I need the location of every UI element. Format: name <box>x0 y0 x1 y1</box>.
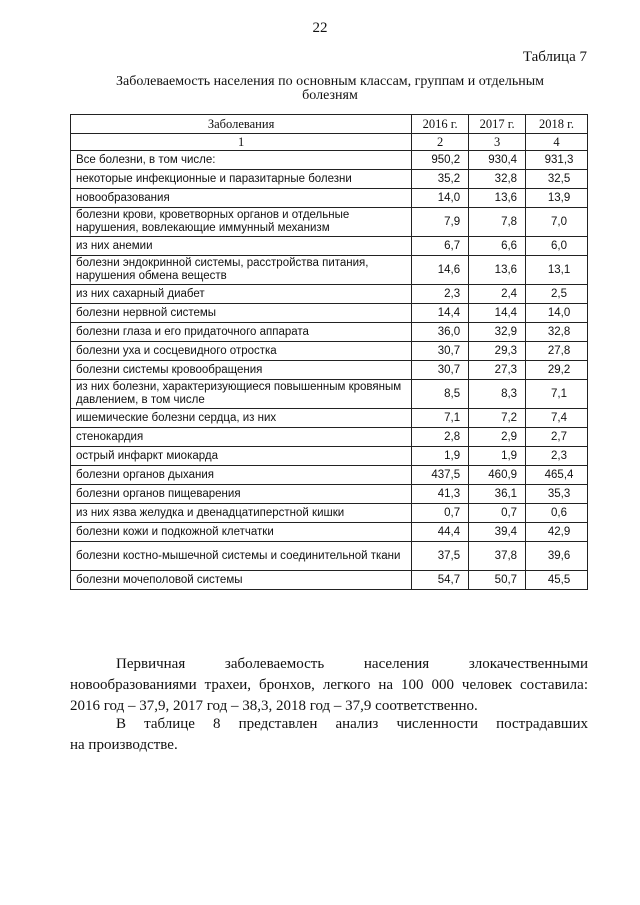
paragraph-line: новообразованиями трахеи, бронхов, легкого на 100 000 человек составила: <box>70 677 588 693</box>
paragraph-line: Первичная заболеваемость населения злокачественными <box>116 656 588 672</box>
table-label: Таблица 7 <box>522 49 587 65</box>
value-2017-cell: 6,6 <box>469 237 526 256</box>
paragraph-line: на производстве. <box>70 737 178 753</box>
value-2018-cell: 32,8 <box>526 323 588 342</box>
table-row <box>71 485 588 504</box>
paragraph-table8-reference <box>70 714 588 756</box>
value-2017-cell: 2,9 <box>469 428 526 447</box>
disease-name-cell: болезни эндокринной системы, расстройства питания, нарушения обмена веществ <box>71 256 412 285</box>
value-2017-cell: 32,8 <box>469 170 526 189</box>
value-2016-cell: 41,3 <box>412 485 469 504</box>
disease-name-cell: болезни глаза и его придаточного аппарата <box>71 323 412 342</box>
value-2017-cell: 2,4 <box>469 285 526 304</box>
disease-name-cell: из них сахарный диабет <box>71 285 412 304</box>
paragraph-line: 2016 год – 37,9, 2017 год – 38,3, 2018 год – 37,9 соответственно. <box>70 698 478 714</box>
disease-name-cell: некоторые инфекционные и паразитарные болезни <box>71 170 412 189</box>
index-cell: 3 <box>469 134 526 151</box>
value-2016-cell: 7,1 <box>412 409 469 428</box>
value-2018-cell: 7,0 <box>526 208 588 237</box>
value-2016-cell: 30,7 <box>412 342 469 361</box>
value-2017-cell: 37,8 <box>469 542 526 571</box>
value-2018-cell: 27,8 <box>526 342 588 361</box>
table-row <box>71 504 588 523</box>
value-2017-cell: 8,3 <box>469 380 526 409</box>
value-2018-cell: 2,7 <box>526 428 588 447</box>
index-cell: 4 <box>526 134 588 151</box>
value-2016-cell: 54,7 <box>412 571 469 590</box>
value-2017-cell: 13,6 <box>469 189 526 208</box>
header-2018: 2018 г. <box>526 115 588 134</box>
value-2016-cell: 44,4 <box>412 523 469 542</box>
table-row <box>71 170 588 189</box>
value-2017-cell: 0,7 <box>469 504 526 523</box>
table-row <box>71 428 588 447</box>
value-2017-cell: 29,3 <box>469 342 526 361</box>
disease-name-cell: из них анемии <box>71 237 412 256</box>
disease-name-cell: болезни мочеполовой системы <box>71 571 412 590</box>
table-row <box>71 523 588 542</box>
table-index-row <box>71 134 588 151</box>
value-2017-cell: 7,2 <box>469 409 526 428</box>
value-2017-cell: 1,9 <box>469 447 526 466</box>
value-2017-cell: 39,4 <box>469 523 526 542</box>
paragraph-line: В таблице 8 представлен анализ численности пострадавших <box>116 716 588 732</box>
value-2018-cell: 2,3 <box>526 447 588 466</box>
value-2017-cell: 7,8 <box>469 208 526 237</box>
table-row <box>71 380 588 409</box>
index-cell: 2 <box>412 134 469 151</box>
value-2018-cell: 39,6 <box>526 542 588 571</box>
value-2018-cell: 7,4 <box>526 409 588 428</box>
value-2017-cell: 13,6 <box>469 256 526 285</box>
page-number: 22 <box>312 20 328 36</box>
disease-name-cell: ишемические болезни сердца, из них <box>71 409 412 428</box>
paragraph-cancer-incidence <box>70 654 588 717</box>
value-2016-cell: 437,5 <box>412 466 469 485</box>
value-2018-cell: 465,4 <box>526 466 588 485</box>
value-2016-cell: 36,0 <box>412 323 469 342</box>
value-2016-cell: 14,0 <box>412 189 469 208</box>
disease-name-cell: болезни органов пищеварения <box>71 485 412 504</box>
value-2016-cell: 14,4 <box>412 304 469 323</box>
value-2018-cell: 45,5 <box>526 571 588 590</box>
index-cell: 1 <box>71 134 412 151</box>
value-2017-cell: 50,7 <box>469 571 526 590</box>
disease-name-cell: Все болезни, в том числе: <box>71 151 412 170</box>
value-2017-cell: 460,9 <box>469 466 526 485</box>
disease-name-cell: болезни уха и сосцевидного отростка <box>71 342 412 361</box>
value-2016-cell: 1,9 <box>412 447 469 466</box>
value-2018-cell: 931,3 <box>526 151 588 170</box>
value-2016-cell: 7,9 <box>412 208 469 237</box>
value-2017-cell: 32,9 <box>469 323 526 342</box>
value-2017-cell: 36,1 <box>469 485 526 504</box>
disease-name-cell: острый инфаркт миокарда <box>71 447 412 466</box>
table-row <box>71 447 588 466</box>
table-header-row <box>71 115 588 134</box>
value-2016-cell: 950,2 <box>412 151 469 170</box>
value-2018-cell: 29,2 <box>526 361 588 380</box>
value-2018-cell: 42,9 <box>526 523 588 542</box>
value-2016-cell: 6,7 <box>412 237 469 256</box>
value-2017-cell: 27,3 <box>469 361 526 380</box>
table-row <box>71 571 588 590</box>
value-2016-cell: 30,7 <box>412 361 469 380</box>
table-caption: Заболеваемость населения по основным классам, группам и отдельным болезням <box>116 74 544 103</box>
table-row <box>71 409 588 428</box>
header-diseases: Заболевания <box>71 115 412 134</box>
value-2017-cell: 930,4 <box>469 151 526 170</box>
table-row <box>71 542 588 571</box>
value-2016-cell: 0,7 <box>412 504 469 523</box>
value-2016-cell: 37,5 <box>412 542 469 571</box>
disease-name-cell: болезни системы кровообращения <box>71 361 412 380</box>
value-2018-cell: 14,0 <box>526 304 588 323</box>
disease-name-cell: болезни крови, кроветворных органов и отдельные нарушения, вовлекающие иммунный механизм <box>71 208 412 237</box>
value-2018-cell: 32,5 <box>526 170 588 189</box>
table-row <box>71 237 588 256</box>
table-row <box>71 466 588 485</box>
table-row <box>71 285 588 304</box>
header-2017: 2017 г. <box>469 115 526 134</box>
value-2017-cell: 14,4 <box>469 304 526 323</box>
value-2016-cell: 2,3 <box>412 285 469 304</box>
disease-name-cell: из них болезни, характеризующиеся повышенным кровяным давлением, в том числе <box>71 380 412 409</box>
value-2016-cell: 14,6 <box>412 256 469 285</box>
value-2018-cell: 7,1 <box>526 380 588 409</box>
table-row <box>71 342 588 361</box>
disease-name-cell: из них язва желудка и двенадцатиперстной кишки <box>71 504 412 523</box>
disease-name-cell: болезни костно-мышечной системы и соединительной ткани <box>71 542 412 571</box>
disease-name-cell: болезни нервной системы <box>71 304 412 323</box>
morbidity-table <box>70 114 588 590</box>
table-row <box>71 304 588 323</box>
table-row <box>71 323 588 342</box>
value-2016-cell: 35,2 <box>412 170 469 189</box>
value-2016-cell: 2,8 <box>412 428 469 447</box>
table-row <box>71 361 588 380</box>
disease-name-cell: стенокардия <box>71 428 412 447</box>
table-row <box>71 256 588 285</box>
value-2018-cell: 13,9 <box>526 189 588 208</box>
table-row <box>71 151 588 170</box>
table-row <box>71 189 588 208</box>
disease-name-cell: болезни органов дыхания <box>71 466 412 485</box>
disease-name-cell: болезни кожи и подкожной клетчатки <box>71 523 412 542</box>
table-row <box>71 208 588 237</box>
header-2016: 2016 г. <box>412 115 469 134</box>
value-2018-cell: 13,1 <box>526 256 588 285</box>
disease-name-cell: новообразования <box>71 189 412 208</box>
value-2016-cell: 8,5 <box>412 380 469 409</box>
value-2018-cell: 2,5 <box>526 285 588 304</box>
value-2018-cell: 35,3 <box>526 485 588 504</box>
value-2018-cell: 0,6 <box>526 504 588 523</box>
value-2018-cell: 6,0 <box>526 237 588 256</box>
